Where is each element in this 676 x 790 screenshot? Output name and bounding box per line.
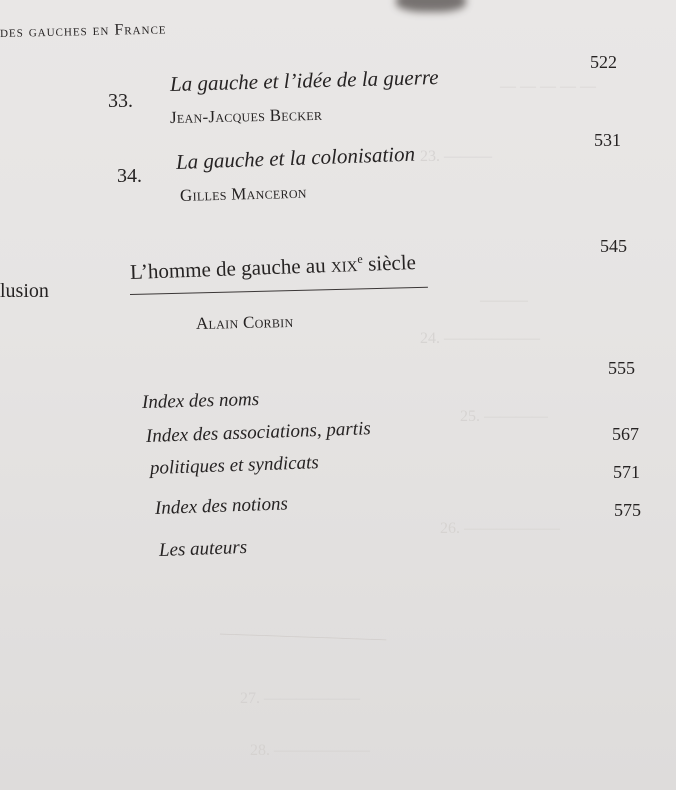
entry-title: La gauche et l’idée de la guerre bbox=[169, 64, 439, 96]
entry-author: Jean-Jacques Becker bbox=[169, 104, 323, 127]
index-entry: Index des noms bbox=[141, 388, 260, 413]
title-underline bbox=[130, 287, 428, 295]
index-entry: politiques et syndicats bbox=[149, 452, 320, 479]
entry-author: Gilles Manceron bbox=[179, 182, 308, 205]
bleed-through-text: ——————————— bbox=[219, 626, 387, 651]
page-number: 567 bbox=[612, 424, 639, 444]
page-number: 575 bbox=[614, 500, 641, 520]
page-shadow bbox=[396, 0, 466, 12]
conclusion-title: L’homme de gauche au xix$^e$ siècle bbox=[129, 250, 417, 284]
entry-number: 34. bbox=[117, 165, 142, 187]
page-number: 531 bbox=[594, 130, 621, 150]
index-entry: Index des associations, partis bbox=[145, 418, 372, 447]
bleed-through-text: ——— bbox=[480, 292, 528, 309]
bleed-through-text: 27. —————— bbox=[240, 690, 360, 707]
page-number: 522 bbox=[590, 52, 617, 72]
page-number: 571 bbox=[613, 462, 640, 482]
index-entry: Les auteurs bbox=[158, 536, 248, 561]
entry-title: La gauche et la colonisation bbox=[175, 141, 416, 174]
page-number: 545 bbox=[600, 236, 627, 256]
bleed-through-text: 25. ———— bbox=[460, 408, 548, 425]
index-entry: Index des notions bbox=[154, 493, 289, 519]
section-label: lusion bbox=[0, 280, 49, 302]
bleed-through-text: 23. ——— bbox=[420, 148, 492, 165]
entry-number: 33. bbox=[108, 90, 133, 112]
running-head: des gauches en France bbox=[0, 20, 167, 41]
conclusion-author: Alain Corbin bbox=[195, 311, 294, 333]
page-number: 555 bbox=[608, 358, 635, 378]
bleed-through-text: 24. —————— bbox=[420, 330, 540, 347]
bleed-through-text: 28. —————— bbox=[250, 742, 370, 759]
bleed-through-text: 26. —————— bbox=[440, 520, 560, 537]
bleed-through-text: — — — — — bbox=[500, 78, 596, 95]
